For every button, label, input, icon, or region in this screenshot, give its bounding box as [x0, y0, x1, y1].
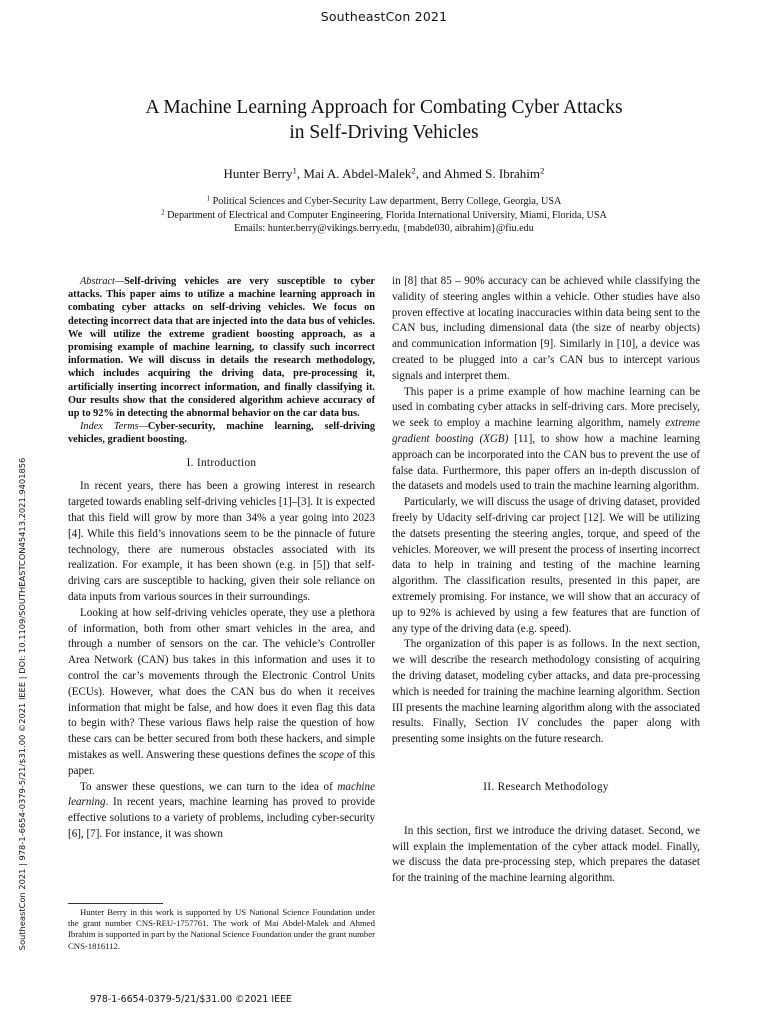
body-paragraph: In this section, first we introduce the driving dataset. Second, we will explain the implementation of the cyber attack model. Finally, we discuss the data pre-processing step, which prepares the dataset for the training of the machine learning algorithm. — [392, 824, 700, 885]
body-paragraph — [392, 385, 700, 496]
body-paragraph — [68, 606, 375, 780]
text-run: of this paper. — [68, 748, 375, 777]
abstract-label: Abstract— — [80, 276, 125, 287]
author-emails: Emails: hunter.berry@vikings.berry.edu, {mabde030, aibrahim}@fiu.edu — [234, 223, 534, 234]
author-name: Hunter Berry — [223, 166, 293, 181]
index-terms-label-text: Index Terms — [80, 421, 139, 433]
abstract — [68, 275, 375, 420]
author-list — [84, 166, 684, 182]
body-paragraph: The organization of this paper is as follows. In the next section, we will describe the research methodology consisting of acquiring the driving dataset, modeling cyber attacks, and data pre-processing which is needed for training the machine learning algorithm. Section III presents the machine learning algorithm along with the associated results. Finally, Section IV concludes the paper along with presenting some insights on the future research. — [392, 638, 700, 746]
body-paragraph: In recent years, there has been a growing interest in research targeted towards enabling self-driving vehicles [1]–[3]. It is expected that this field will grow by more than 34% a year going into 2023 [4]. While this field’s innovations seem to be the pinnacle of future technology, there are numerous obstacles associated with its realization. For example, it has been shown (e.g. in [5]) that self-driving cars are susceptible to hacking, given their sole reliance on data inputs from various sources in their surroundings. — [68, 480, 375, 604]
conference-header: SoutheastCon 2021 — [320, 9, 448, 24]
section-heading-introduction: I. Introduction — [186, 456, 257, 469]
author-affil-mark: 1 — [292, 165, 297, 176]
footnote-divider — [68, 903, 163, 904]
affiliation-1 — [60, 195, 708, 209]
author-affil-mark: 2 — [411, 165, 416, 176]
text-run: . In recent years, machine learning has proved to provide effective solutions to a variety of problems, including cyber-security [6], [7]. For instance, it was shown — [68, 796, 375, 840]
emphasis: machine learning — [68, 780, 375, 809]
text-run: To answer these questions, we can turn to the idea of — [80, 780, 338, 793]
funding-footnote: Hunter Berry in this work is supported by US National Science Foundation under the grant number CNS-REU-1757761. The work of Mai Abdel-Malek and Ahmed Ibrahim is supported in part by the National Science Foundation under the grant number CNS-1816112. — [68, 907, 375, 951]
text-run: [11], to show how a machine learning approach can be incorporated into the CAN bus to prevent the use of false data. Furthermore, this paper offers an in-depth discussion of the datasets and models used to train the machine learning algorithm. — [392, 432, 700, 493]
author-name: Mai A. Abdel-Malek — [303, 166, 412, 181]
page-footer-copyright: 978-1-6654-0379-5/21/$31.00 ©2021 IEEE — [90, 994, 292, 1005]
author-separator: , — [296, 166, 304, 181]
affil-text: Political Sciences and Cyber-Security Law department, Berry College, Georgia, USA — [210, 196, 562, 207]
abstract-text: Self-driving vehicles are very susceptible to cyber attacks. This paper aims to utilize a machine learning approach in combating cyber attacks on self-driving vehicles. We focus on detecting incorrect data that are injected into the data bus of vehicles. We will utilize the extreme gradient boosting approach, as a promising example of machine learning, to classify such incorrect information. We will discuss in details the research methodology, which includes acquiring the driving data, pre-processing it, artificially inserting incorrect information, and finally classifying it. Our results show that the considered algorithm achieve accuracy of up to 92% in detecting the abnormal behavior on the car data bus. — [68, 276, 375, 420]
body-paragraph — [68, 780, 375, 843]
author-separator: , and — [415, 166, 444, 181]
title-line-2: in Self-Driving Vehicles — [289, 122, 479, 143]
abstract-label-text: Abstract — [80, 276, 115, 287]
affiliation-2 — [60, 209, 708, 223]
title-line-1: A Machine Learning Approach for Combating Cyber Attacks — [145, 97, 623, 118]
left-column — [68, 275, 375, 843]
side-doi-stamp: SoutheastCon 2021 | 978-1-6654-0379-5/21/$31.00 ©2021 IEEE | DOI: 10.1109/SOUTHEASTCON45413.2021.9401856 — [17, 457, 27, 951]
index-terms — [68, 420, 375, 446]
index-terms-text: Cyber-security, machine learning, self-driving vehicles, gradient boosting. — [68, 421, 375, 446]
right-column — [392, 274, 700, 887]
emphasis: extreme gradient boosting (XGB) — [392, 417, 700, 445]
author-name: Ahmed S. Ibrahim — [443, 166, 541, 181]
index-terms-label: Index Terms— — [80, 421, 148, 433]
text-run: This paper is a prime example of how machine learning can be used in combating cyber attacks in self-driving cars. More precisely, we seek to employ a machine learning algorithm, namely — [392, 385, 700, 430]
body-paragraph: in [8] that 85 – 90% accuracy can be achieved while classifying the validity of steering angles within a vehicle. Other studies have also proven effective at locating inaccuracies within data being sent to the CAN bus, including dimensional data (the size of nearby objects) and communication information [9]. Similarly in [10], a device was created to be plugged into a car’s CAN bus to intercept various signals and interpret them. — [392, 275, 700, 382]
emphasis: scope — [318, 748, 345, 761]
author-affil-mark: 2 — [540, 165, 545, 176]
affil-mark: 1 — [206, 195, 211, 203]
affil-mark: 2 — [161, 209, 165, 217]
body-paragraph: Particularly, we will discuss the usage of driving dataset, provided freely by Udacity self-driving car project [12]. We will be utilizing the datsets presenting the steering angles, torque, and speed of the vehicles. Moreover, we will present the process of inserting incorrect data to help in training and testing of the machine learning algorithm. The classification results, presented in this paper, are extremely promising. For instance, we will show that an accuracy of up to 92% is achieved by using a few features that are function of any type of the driving data (e.g. speed). — [392, 496, 700, 635]
affiliations — [60, 195, 708, 236]
affil-text: Department of Electrical and Computer Engineering, Florida International University, Miami, Florida, USA — [164, 209, 607, 221]
paper-title — [84, 95, 684, 145]
section-heading-research-methodology: II. Research Methodology — [483, 780, 609, 793]
text-run: Looking at how self-driving vehicles operate, they use a plethora of information, both from other smart vehicles in the area, and through a number of sensors on the car. The vehicle’s Controller Area Network (CAN) bus takes in this information and uses it to control the car’s movements through the Electronic Control Units (ECUs). However, what does the CAN bus do when it receives information that might be false, and how does it even flag this data to begin with? These various flaws help raise the question of how these cars can be better secured from both these hackers, and simple mistakes as well. Answering these questions defines the — [68, 606, 375, 761]
